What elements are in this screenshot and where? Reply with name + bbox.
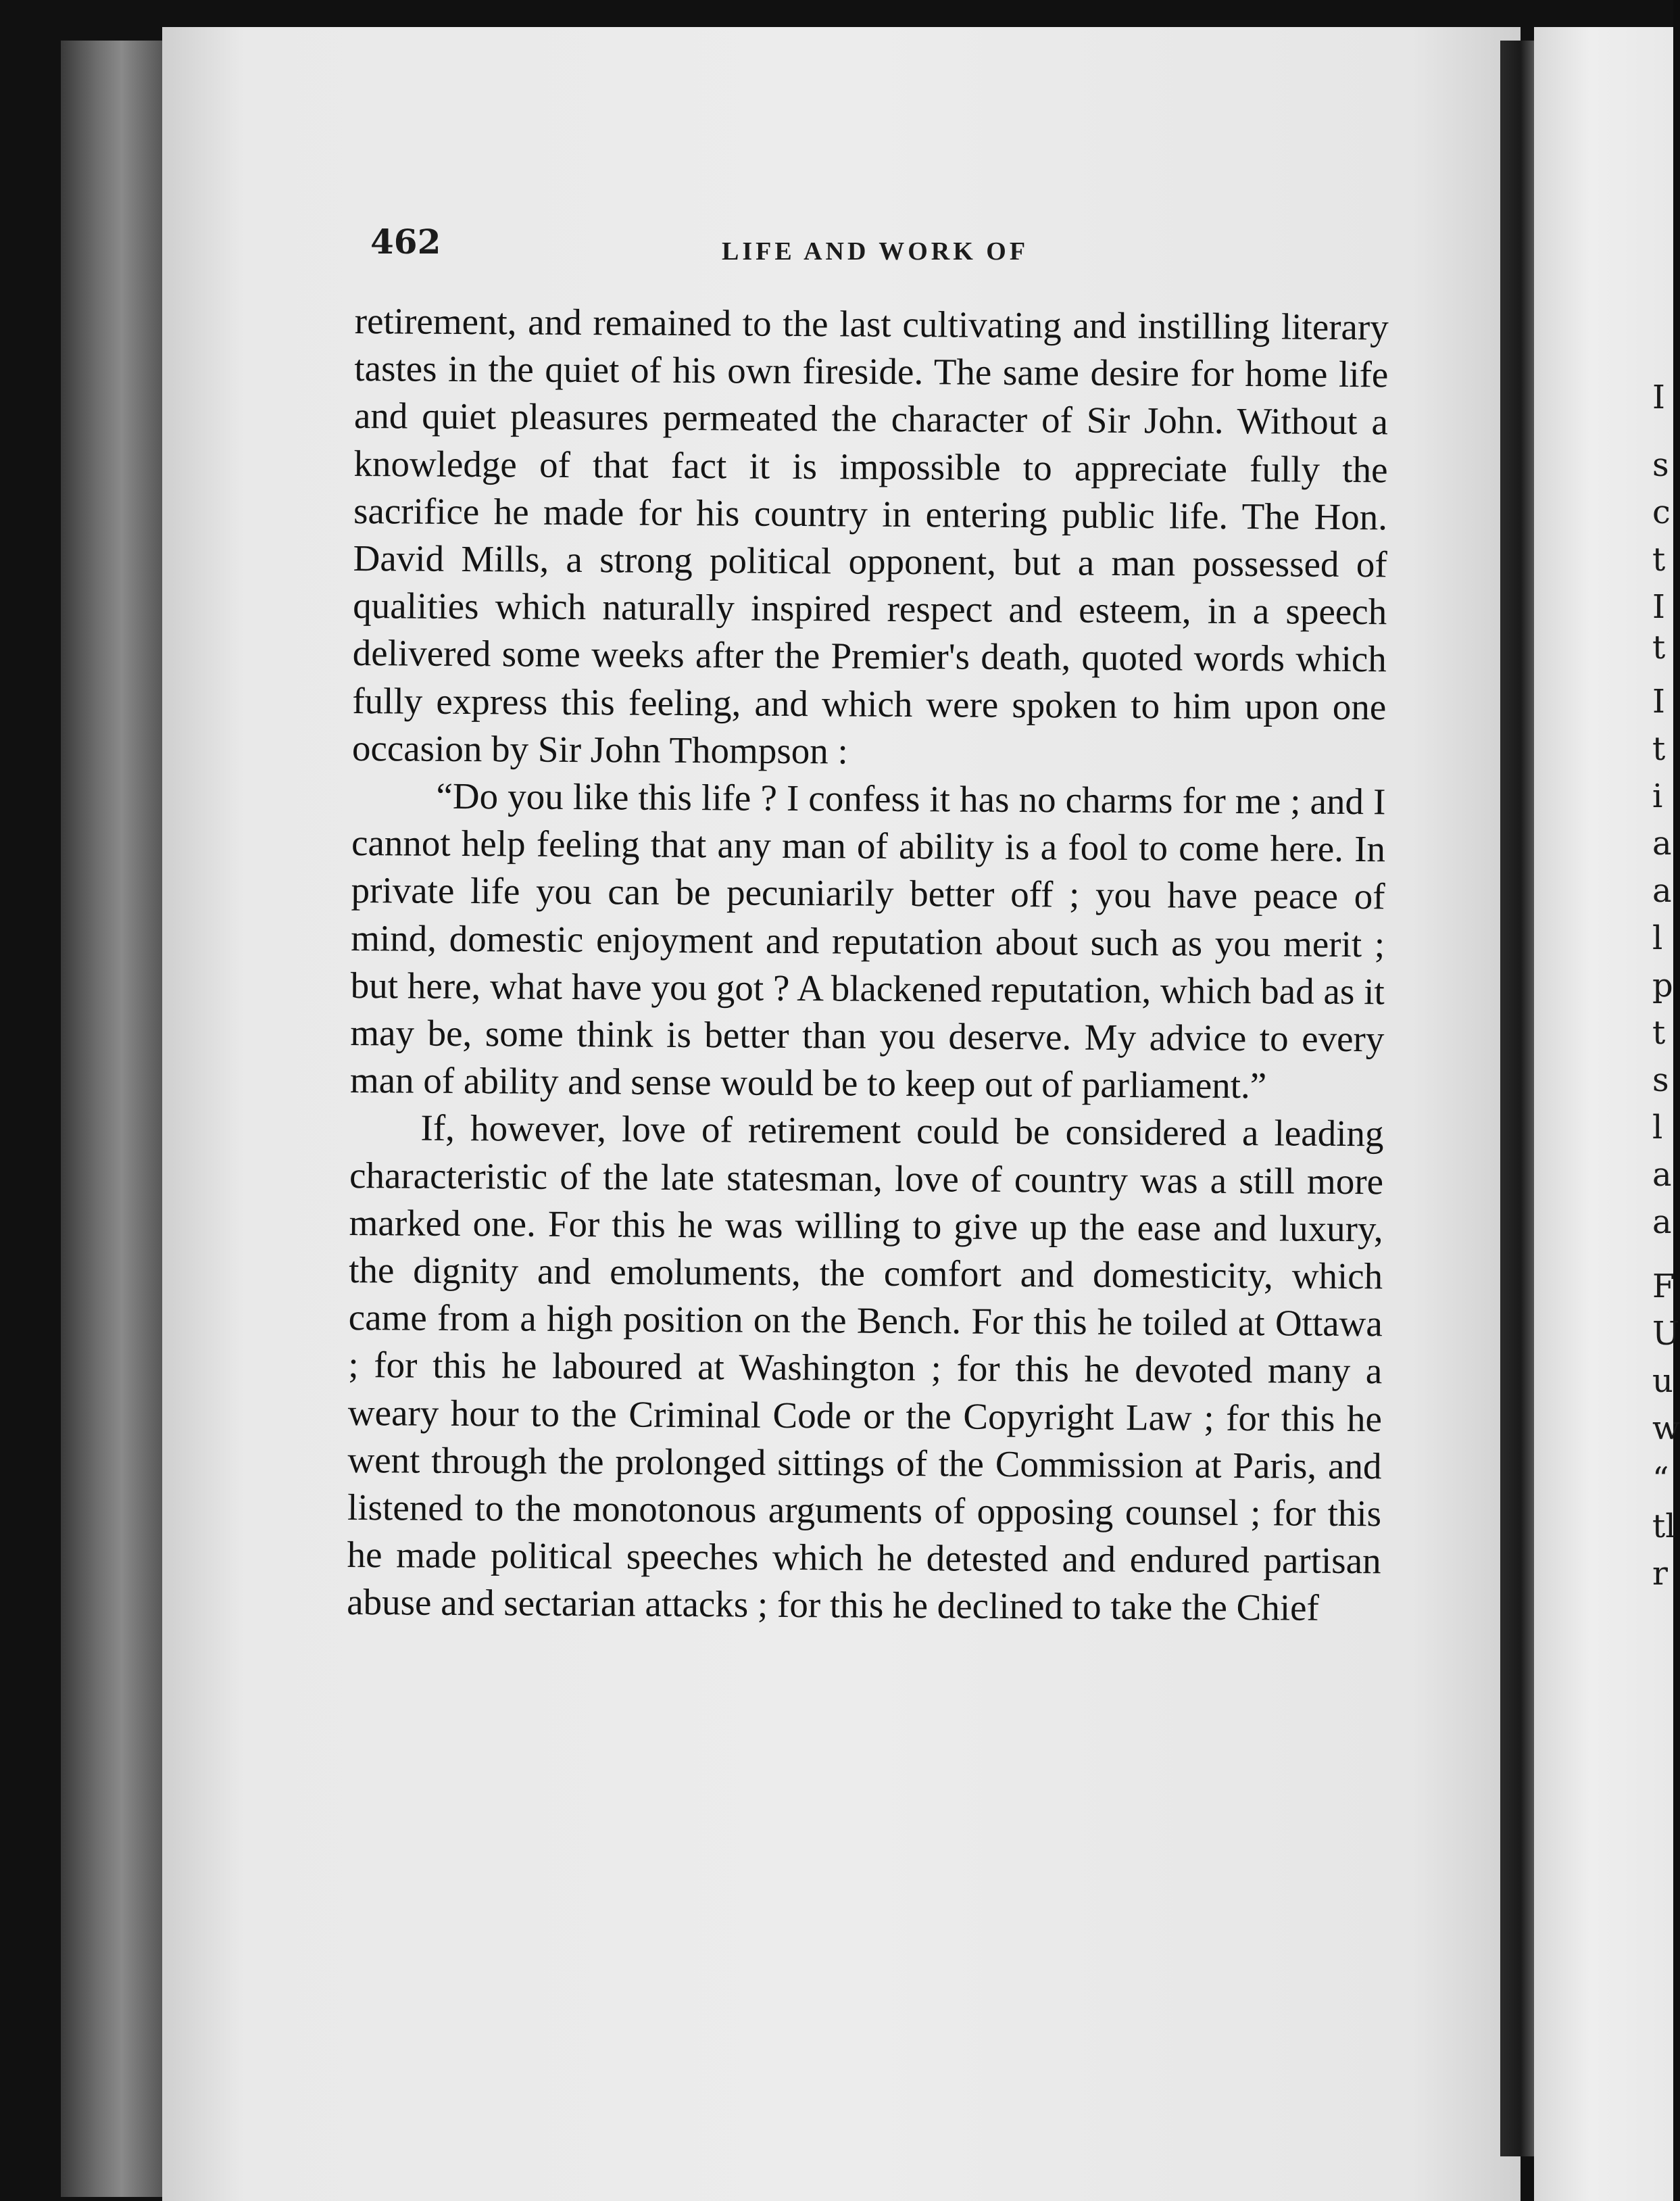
- facing-page-letter: u: [1652, 1362, 1673, 1400]
- facing-page-letter: i: [1652, 777, 1663, 815]
- facing-page-letter: “: [1652, 1460, 1669, 1498]
- facing-page-letter: tl: [1652, 1507, 1676, 1545]
- facing-page-letter: I: [1652, 683, 1665, 721]
- facing-page-letter: s: [1652, 446, 1669, 484]
- facing-page-letter: w: [1652, 1409, 1680, 1447]
- facing-page-letter: t: [1652, 629, 1666, 667]
- page-header: [370, 216, 1425, 270]
- facing-page-letter: a: [1652, 1156, 1672, 1194]
- quoted-paragraph: “Do you like this life ? I confess it has no charms for me ; and I cannot help feeling that any man of ability is a fool to come here. In private life you can be pecuniarily better off ; you have peace of mind, domestic enjoyment and reputation about such as you merit ; but here, what have you got ? A blackened reputation, which bad as it may be, some think is better than you deserve. My advice to every man of ability and sense would be to keep out of parliament.”: [349, 775, 1386, 1107]
- facing-page-letter: c: [1652, 493, 1671, 531]
- facing-page-letter: r: [1652, 1555, 1668, 1593]
- facing-page-letter: a: [1652, 872, 1672, 910]
- facing-page-letter: l: [1652, 919, 1663, 957]
- facing-page-letter: I: [1652, 379, 1665, 416]
- facing-page-letter: F: [1652, 1267, 1675, 1305]
- book-edge: [61, 41, 162, 2197]
- facing-page-letter: I: [1652, 588, 1665, 626]
- facing-page-letter: s: [1652, 1061, 1669, 1099]
- body-text: [347, 297, 1389, 1632]
- facing-page-letter: t: [1652, 1014, 1666, 1052]
- facing-page-letter: a: [1652, 825, 1672, 863]
- facing-page-letter: l: [1652, 1109, 1663, 1146]
- running-head: LIFE AND WORK OF: [722, 237, 1029, 266]
- facing-page-letter: a: [1652, 1203, 1672, 1241]
- facing-page-letter: p: [1652, 967, 1673, 1005]
- facing-page-letter: t: [1652, 541, 1666, 579]
- facing-page-letter: t: [1652, 730, 1666, 768]
- paragraph: retirement, and remained to the last cultivating and instilling literary tastes in the quiet of his own fireside. The same desire for home life and quiet pleasures permeated the character of Sir John. Without a knowledge of that fact it is impossible to appreciate fully the sacrifice he made for his country in entering public life. The Hon. David Mills, a strong political opponent, but a man possessed of qualities which naturally inspired respect and esteem, in a speech delivered some weeks after the Premier's death, quoted words which fully express this feeling, and which were spoken to him upon one occasion by Sir John Thompson :: [351, 299, 1389, 772]
- book-gutter: [1500, 41, 1534, 2156]
- page-number: 462: [370, 222, 441, 262]
- facing-page-letter: U: [1652, 1315, 1680, 1353]
- paragraph: If, however, love of retirement could be considered a leading characteristic of the late statesman, love of country was a still more marked one. For this he was willing to give up the ease and luxury, the dignity and emoluments, the comfort and domesticity, which came from a high position on the Bench. For this he toiled at Ottawa ; for this he laboured at Washington ; for this he devoted many a weary hour to the Criminal Code or the Copyright Law ; for this he went through the prolonged sittings of the Commission at Paris, and listened to the monotonous arguments of opposing counsel ; for this he made political speeches which he detested and endured partisan abuse and sectarian attacks ; for this he declined to take the Chief: [347, 1107, 1384, 1629]
